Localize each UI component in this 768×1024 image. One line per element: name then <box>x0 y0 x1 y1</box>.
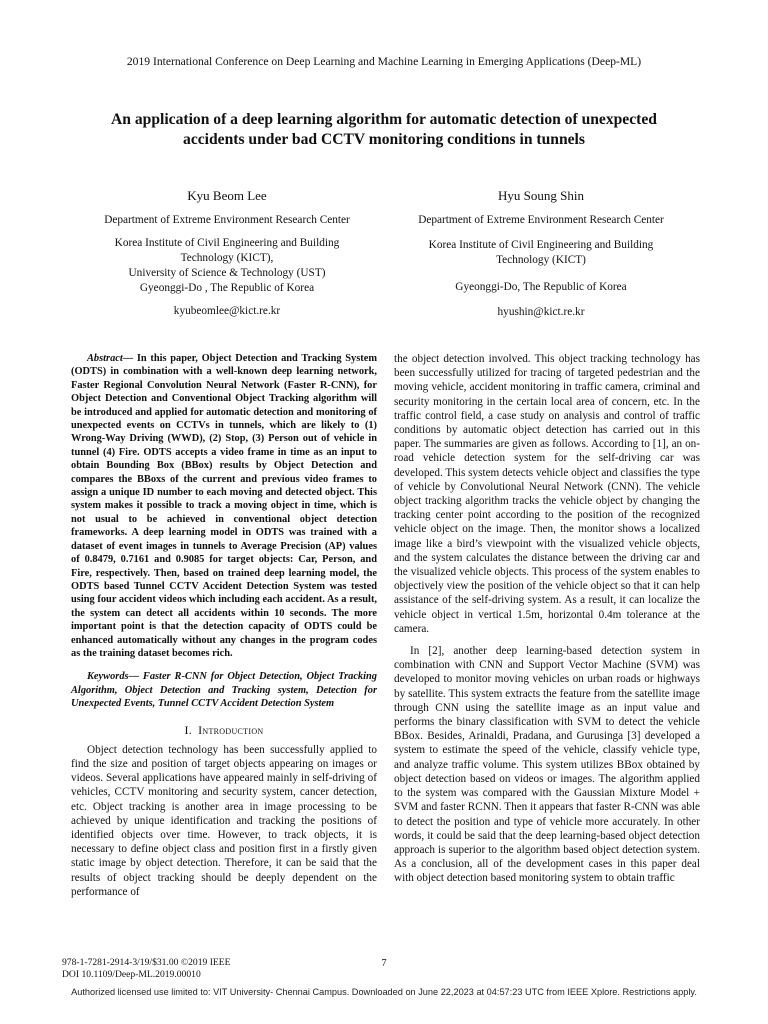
keywords-text: Faster R-CNN for Object Detection, Object Tracking Algorithm, Object Detection and Tracking system, Detection for Unexpected Events, Tunnel CCTV Accident Detection System <box>71 671 377 710</box>
author-location: Gyeonggi-Do, The Republic of Korea <box>455 281 627 293</box>
abstract <box>71 352 377 660</box>
keywords-lead: Keywords— <box>87 671 139 683</box>
keywords <box>71 670 377 710</box>
authorized-use-notice: Authorized licensed use limited to: VIT University- Chennai Campus. Downloaded on June 22,2023 at 04:57:23 UTC from IEEE Xplore. Restrictions apply. <box>71 987 697 997</box>
section-number: I. <box>184 722 193 737</box>
author-block-1 <box>72 188 382 319</box>
author-organization: Korea Institute of Civil Engineering and Building <box>428 239 654 251</box>
right-column <box>394 352 700 886</box>
abstract-text: In this paper, Object Detection and Tracking System (ODTS) in combination with a well-known deep learning network, Faster Regional Convolution Neural Network (Faster R-CNN), for Object Detection and Conventional Object Tracking algorithm will be introduced and applied for automatic detection and monitoring of unexpected events on CCTVs in tunnels, which are likely to (1) Wrong-Way Driving (WWD), (2) Stop, (3) Person out of vehicle in tunnel (4) Fire. ODTS accepts a video frame in time as an input to obtain Bounding Box (BBox) results by Object Detection and compares the BBoxs of the current and previous video frames to assign a unique ID number to each moving and detected object. This system makes it possible to track a moving object in time, which is not usual to be achieved in conventional object detection frameworks. A deep learning model in ODTS was trained with a dataset of event images in tunnels to Average Precision (AP) values of 0.8479, 0.7161 and 0.9085 for target objects: Car, Person, and Fire, respectively. Then, based on trained deep learning model, the ODTS based Tunnel CCTV Accident Detection System was tested using four accident videos which including each accident. As a result, the system can detect all accidents within 10 seconds. The more important point is that the detection capacity of ODTS could be enhanced automatically without any changes in the program codes as the training dataset becomes rich. <box>71 353 377 659</box>
author-organization: Korea Institute of Civil Engineering and Building <box>114 237 340 249</box>
author-location: Gyeonggi-Do , The Republic of Korea <box>139 282 315 294</box>
author-organization: University of Science & Technology (UST) <box>128 267 326 279</box>
paper-title <box>70 110 698 150</box>
left-column <box>71 352 377 899</box>
paper-title-line-2: accidents under bad CCTV monitoring conditions in tunnels <box>183 131 585 148</box>
author-email[interactable]: hyushin@kict.re.kr <box>497 306 585 318</box>
author-organization: Technology (KICT) <box>496 254 586 266</box>
footer-isbn: 978-1-7281-2914-3/19/$31.00 ©2019 IEEE <box>62 957 231 968</box>
section-title: Introduction <box>198 722 264 737</box>
paper-title-line-1: An application of a deep learning algorithm for automatic detection of unexpected <box>111 111 657 128</box>
author-department: Department of Extreme Environment Research Center <box>418 214 664 226</box>
body-paragraph: the object detection involved. This object tracking technology has been successfully utilized for tracing of targeted pedestrian and the moving vehicle, accident monitoring in traffic camera, criminal and security monitoring in the certain local area of concern, etc. In the traffic control field, a case study on analysis and control of traffic conditions by automatic object detection has carried out in this paper. The summaries are given as follows. According to [1], an on-road vehicle detection system for the self-driving car was developed. This system detects vehicle object and classifies the type of vehicle by Convolutional Neural Network (CNN). The vehicle object tracking algorithm tracks the vehicle object by changing the tracking center point according to the position of the recognized vehicle object on the image. Then, the monitor shows a localized image like a bird’s viewpoint with the visualized vehicle objects, and the system calculates the distance between the driving car and the visualized vehicle objects. This process of the system enables to objectively view the position of the vehicle object so that it can help assistance of the self-driving system. As a result, it can localize the vehicle object in vertical 1.5m, horizontal 0.4m tolerance at the camera. <box>394 353 700 635</box>
abstract-lead: Abstract— <box>87 353 134 364</box>
author-department: Department of Extreme Environment Research Center <box>104 214 350 226</box>
author-block-2 <box>386 188 696 320</box>
conference-header: 2019 International Conference on Deep Learning and Machine Learning in Emerging Applications (Deep-ML) <box>126 55 642 68</box>
author-name: Kyu Beom Lee <box>187 188 267 203</box>
author-organization: Technology (KICT), <box>180 252 274 264</box>
footer-doi: DOI 10.1109/Deep-ML.2019.00010 <box>62 969 201 980</box>
author-name: Hyu Soung Shin <box>498 188 584 203</box>
author-email[interactable]: kyubeomlee@kict.re.kr <box>173 305 281 317</box>
section-heading <box>71 723 377 737</box>
page-number: 7 <box>381 958 387 969</box>
body-paragraph: In [2], another deep learning-based detection system in combination with CNN and Support Vector Machine (SVM) was developed to monitor moving vehicles on urban roads or highways by satellite. This system extracts the feature from the satellite image through CNN using the satellite image as an input value and performs the binary classification with SVM to detect the vehicle BBox. Besides, Arinaldi, Pradana, and Gurusinga [3] developed a system to estimate the speed of the vehicle, classify vehicle type, and analyze traffic volume. This system utilizes BBox obtained by object detection based on videos or images. The algorithm applied to the system was compared with the Gaussian Mixture Model + SVM and faster RCNN. Then it appears that faster R-CNN was able to detect the position and type of vehicle more accurately. In other words, it could be said that the deep learning-based object detection approach is superior to the algorithm based object detection system. As a conclusion, all of the development cases in this paper deal with object detection based monitoring system to obtain traffic <box>394 645 700 885</box>
body-paragraph: Object detection technology has been successfully applied to find the size and position of target objects appearing on images or videos. Several applications have appeared mainly in self-driving of vehicles, CCTV monitoring and security system, cancer detection, etc. Object tracking is another area in image processing to be achieved by unique identification and tracking the positions of identified objects over time. However, to track objects, it is necessary to define object class and position first in a firstly given static image by object detection. Therefore, it can be said that the results of object tracking should be deeply dependent on the performance of <box>71 743 377 898</box>
